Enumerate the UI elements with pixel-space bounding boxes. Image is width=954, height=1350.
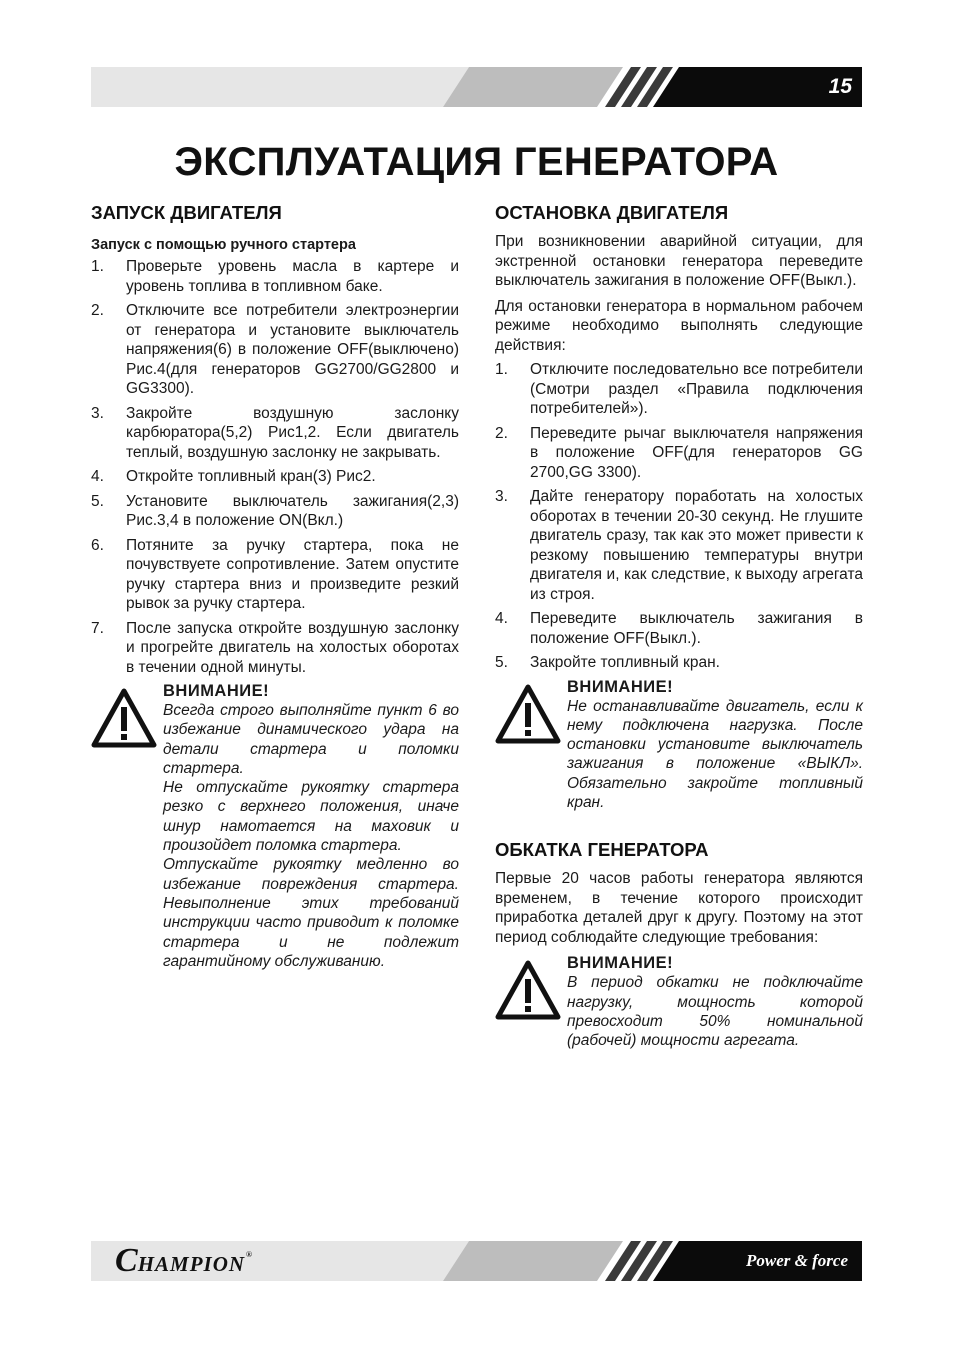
warning-title: ВНИМАНИЕ! xyxy=(567,954,674,973)
warning-triangle-icon xyxy=(91,688,159,753)
warning-triangle-icon xyxy=(495,684,563,749)
list-item: 2. Отключите все потребители электроэнергии от генератора и установите выключатель напряжения(6) в положение OFF(выключено) Рис.4(для генераторов GG2700/GG2800 и GG3300). xyxy=(91,302,459,397)
warning-text: Отпускайте рукоятку медленно во избежание повреждения стартера. Невыполнение этих требований инструкции часто приводит к поломке стартера и не подлежит гарантийному обслуживанию. xyxy=(163,856,459,970)
list-item: 3. Дайте генератору поработать на холостых оборотах в течении 20-30 секунд. Не глушите двигатель сразу, так как это может привести к резкому повышению температуры внутри двигателя и, как следствие, к выходу агрегата из строя. xyxy=(495,488,863,603)
warning-block-stop xyxy=(495,678,863,813)
subheading-manual-start: Запуск с помощью ручного стартера xyxy=(91,237,356,253)
list-item: 2. Переведите рычаг выключателя напряжения в положение OFF(для генераторов GG 2700,GG 3300). xyxy=(495,424,863,481)
list-item: 3. Закройте воздушную заслонку карбюратора(5,2) Рис1,2. Если двигатель теплый, воздушную заслонку не закрывать. xyxy=(91,404,459,461)
page-title: ЭКСПЛУАТАЦИЯ ГЕНЕРАТОРА xyxy=(174,140,779,184)
warning-triangle-icon xyxy=(495,960,563,1025)
list-item: 4. Переведите выключатель зажигания в положение OFF(Выкл.). xyxy=(495,610,863,647)
warning-text: Не отпускайте рукоятку стартера резко с верхнего положения, иначе шнур намотается на маховик и произойдет поломка стартера. xyxy=(163,779,459,855)
list-item: 1. Проверьте уровень масла в картере и уровень топлива в топливном баке. xyxy=(91,258,459,295)
list-item: 7. После запуска откройте воздушную заслонку и прогрейте двигатель на холостых оборотах в течении одной минуты. xyxy=(91,619,459,676)
footer-band xyxy=(91,1241,862,1281)
page-number: 15 xyxy=(828,75,852,98)
list-item: 6. Потяните за ручку стартера, пока не почувствуете сопротивление. Затем опустите ручку стартера вниз и произведите резкий рывок за ручку стартера. xyxy=(91,536,459,612)
list-item: 4. Откройте топливный кран(3) Рис2. xyxy=(91,468,376,485)
right-column xyxy=(495,201,863,1050)
list-item: 5. Установите выключатель зажигания(2,3) Рис.3,4 в положение ON(Вкл.) xyxy=(91,492,459,529)
left-column xyxy=(91,201,459,971)
header-stripes xyxy=(91,67,862,107)
list-item: 5. Закройте топливный кран. xyxy=(495,654,720,671)
list-item: 1. Отключите последовательно все потребители (Смотри раздел «Правила подключения потребителей»). xyxy=(495,361,863,417)
stop-intro-emergency: При возникновении аварийной ситуации, для экстренной остановки генератора переведите выключатель зажигания в положение OFF(Выкл.). xyxy=(495,233,863,289)
warning-block-break-in xyxy=(495,954,863,1050)
stop-intro-normal: Для остановки генератора в нормальном рабочем режиме необходимо выполнять следующие действия: xyxy=(495,297,863,354)
warning-text: Всегда строго выполняйте пункт 6 во избежание динамического удара на детали стартера и поломки стартера. xyxy=(163,702,459,777)
warning-title: ВНИМАНИЕ! xyxy=(567,677,674,696)
warning-text: В период обкатки не подключайте нагрузку, мощность которой превосходит 50% номинальной (рабочей) мощности агрегата. xyxy=(567,974,863,1050)
section-heading-start: ЗАПУСК ДВИГАТЕЛЯ xyxy=(91,202,282,223)
stop-steps-list xyxy=(495,360,863,673)
section-heading-stop: ОСТАНОВКА ДВИГАТЕЛЯ xyxy=(495,202,729,223)
break-in-text: Первые 20 часов работы генератора являются временем, в течение которого происходит приработка деталей друг к другу. Поэтому на этот период соблюдайте следующие требования: xyxy=(495,870,863,946)
header-band xyxy=(91,67,862,107)
start-steps-list xyxy=(91,257,459,677)
slogan: Power & force xyxy=(746,1251,848,1270)
warning-text: Не останавливайте двигатель, если к нему подключена нагрузка. После остановки установите выключатель зажигания в положение «ВЫКЛ». Обязательно закройте топливный кран. xyxy=(567,697,863,811)
warning-block-start xyxy=(91,682,459,971)
champion-logo: C HAMPION ® xyxy=(115,1242,253,1279)
section-heading-break-in: ОБКАТКА ГЕНЕРАТОРА xyxy=(495,839,709,861)
warning-title: ВНИМАНИЕ! xyxy=(163,682,270,700)
